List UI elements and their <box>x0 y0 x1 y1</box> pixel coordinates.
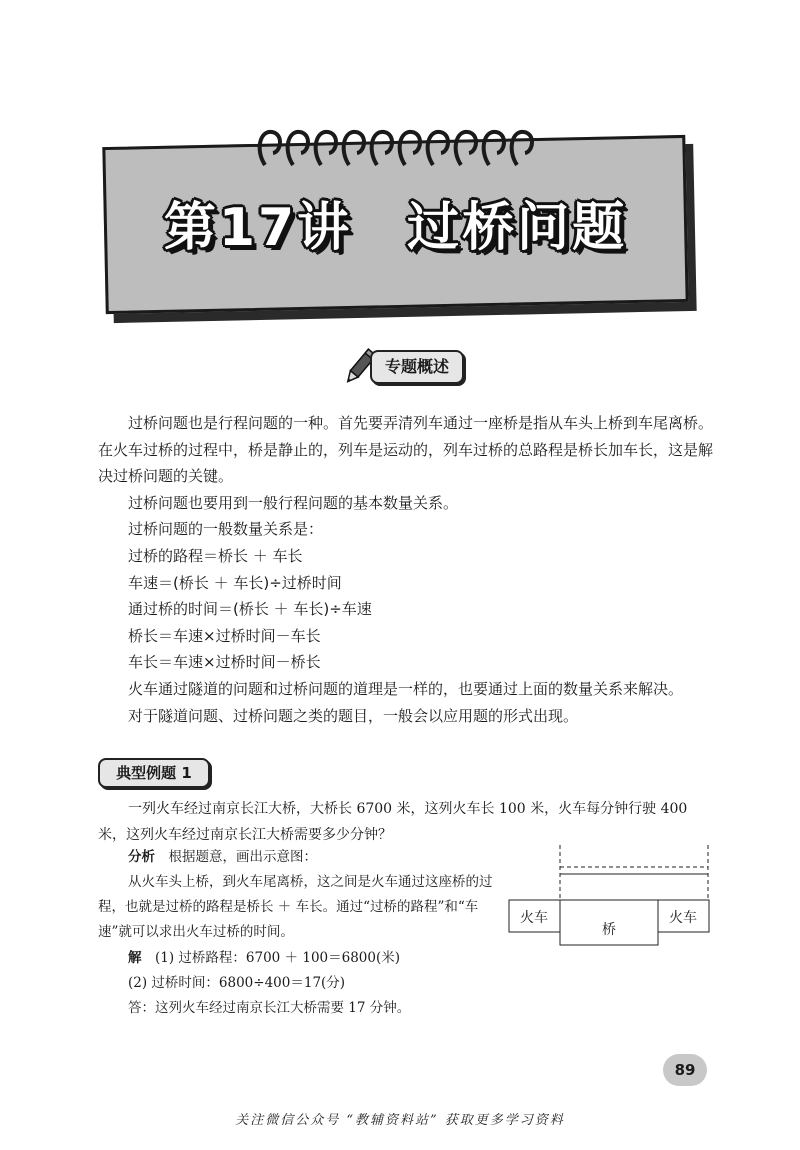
overview-paragraph: 过桥问题也是行程问题的一种。首先要弄清列车通过一座桥是指从车头上桥到车尾离桥。在火车过桥的过程中，桥是静止的，列车是运动的，列车过桥的总路程是桥长加车长，这是解决过桥问题的关键。 <box>98 414 714 486</box>
solution-section <box>128 946 708 1021</box>
page-number: 89 <box>663 1054 707 1086</box>
overview-label: 专题概述 <box>370 350 464 384</box>
formula-line: 通过桥的时间＝(桥长 ＋ 车长)÷车速 <box>128 600 372 619</box>
bridge-diagram <box>508 845 713 950</box>
analysis-intro: 根据题意，画出示意图： <box>168 849 317 865</box>
formula-line: 车长＝车速×过桥时间－桥长 <box>128 653 321 672</box>
solution-line: 答：这列火车经过南京长江大桥需要 17 分钟。 <box>128 1000 411 1016</box>
overview-section <box>98 410 713 729</box>
analysis-text: 从火车头上桥，到火车尾离桥，这之间是火车通过这座桥的过程，也就是过桥的路程是桥长 ＋ 车长。通过“过桥的路程”和“车速”就可以求出火车过桥的时间。 <box>98 874 493 940</box>
spiral-binding-rings <box>255 120 535 180</box>
formula-line: 车速＝(桥长 ＋ 车长)÷过桥时间 <box>128 573 342 592</box>
example-badge: 典型例题 1 <box>98 758 210 788</box>
analysis-label: 分析 <box>128 849 155 865</box>
overview-closing: 火车通过隧道的问题和过桥问题的道理是一样的，也要通过上面的数量关系来解决。 <box>128 679 684 698</box>
train-label-right: 火车 <box>669 910 697 926</box>
solution-line: (1) 过桥路程：6700 ＋ 100＝6800(米) <box>155 950 401 966</box>
overview-paragraph: 过桥问题的一般数量关系是： <box>128 520 324 539</box>
train-label-left: 火车 <box>520 910 548 926</box>
solution-label: 解 <box>128 950 142 966</box>
bridge-label: 桥 <box>602 922 616 938</box>
chapter-title: 第17讲 过桥问题 <box>163 198 628 258</box>
analysis-section <box>98 845 508 945</box>
formula-line: 过桥的路程＝桥长 ＋ 车长 <box>128 546 303 565</box>
overview-closing: 对于隧道问题、过桥问题之类的题目，一般会以应用题的形式出现。 <box>128 706 579 725</box>
formula-line: 桥长＝车速×过桥时间－车长 <box>128 626 321 645</box>
overview-paragraph: 过桥问题也要用到一般行程问题的基本数量关系。 <box>128 493 459 512</box>
example-problem: 一列火车经过南京长江大桥，大桥长 6700 米，这列火车长 100 米，火车每分钟行驶 400 米，这列火车经过南京长江大桥需要多少分钟？ <box>98 801 688 843</box>
solution-line: (2) 过桥时间：6800÷400＝17(分) <box>128 975 346 991</box>
footer-note: 关注微信公众号 “教辅资料站” 获取更多学习资料 <box>235 1113 565 1128</box>
